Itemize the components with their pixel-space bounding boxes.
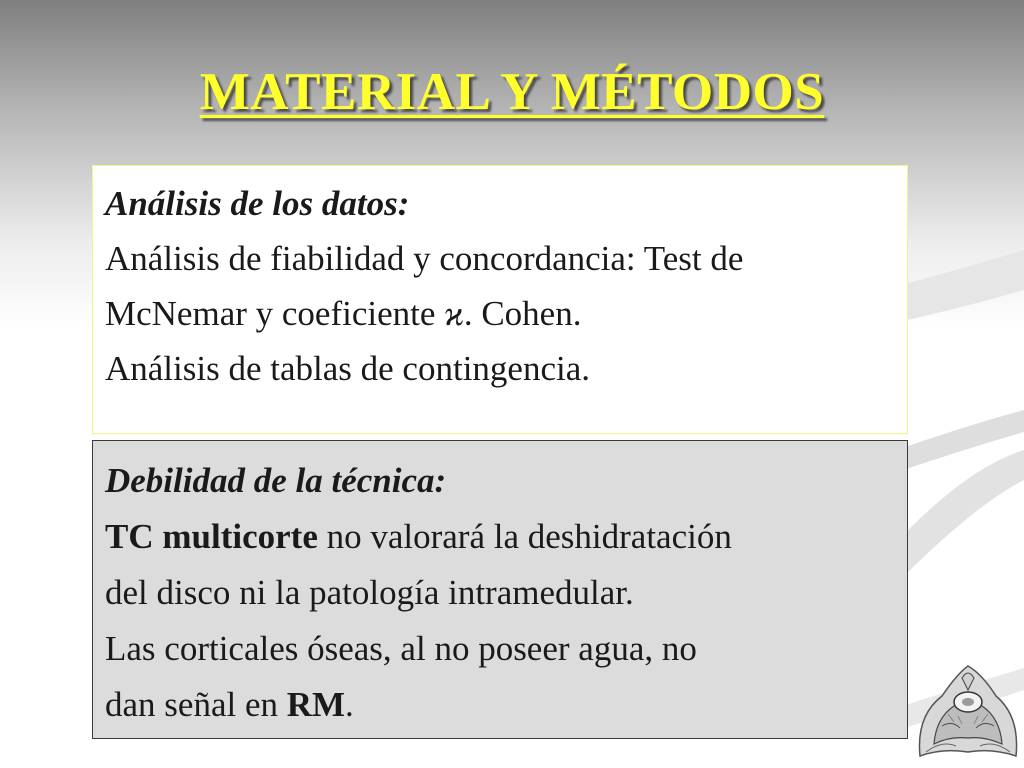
technique-weakness-line-4 <box>105 677 897 733</box>
technique-weakness-line-3: Las corticales óseas, al no poseer agua, no <box>105 629 697 668</box>
line-4-text-start: dan señal en <box>105 685 287 724</box>
data-analysis-heading: Análisis de los datos: <box>105 184 410 223</box>
data-analysis-line-3: Análisis de tablas de contingencia. <box>105 349 590 388</box>
line-4-text-end: . <box>345 685 354 724</box>
kappa-symbol: ϰ <box>444 294 464 333</box>
rm-term: RM <box>286 685 346 724</box>
data-analysis-box <box>92 165 908 434</box>
data-analysis-line-2 <box>105 286 897 341</box>
tc-multicorte-term: TC multicorte <box>105 517 318 556</box>
data-analysis-line-1: Análisis de fiabilidad y concordancia: Test de <box>105 239 744 278</box>
technique-weakness-heading: Debilidad de la técnica: <box>105 461 447 500</box>
technique-weakness-line-1 <box>105 509 897 565</box>
vertebra-cross-section-icon <box>912 656 1024 764</box>
line-1-rest: no valorará la deshidratación <box>317 517 732 556</box>
line-2-text-start: McNemar y coeficiente <box>105 294 445 333</box>
technique-weakness-line-2: del disco ni la patología intramedular. <box>105 573 634 612</box>
line-2-text-end: . Cohen. <box>463 294 582 333</box>
technique-weakness-box <box>92 440 908 739</box>
slide-title: MATERIAL Y MÉTODOS <box>199 63 825 121</box>
